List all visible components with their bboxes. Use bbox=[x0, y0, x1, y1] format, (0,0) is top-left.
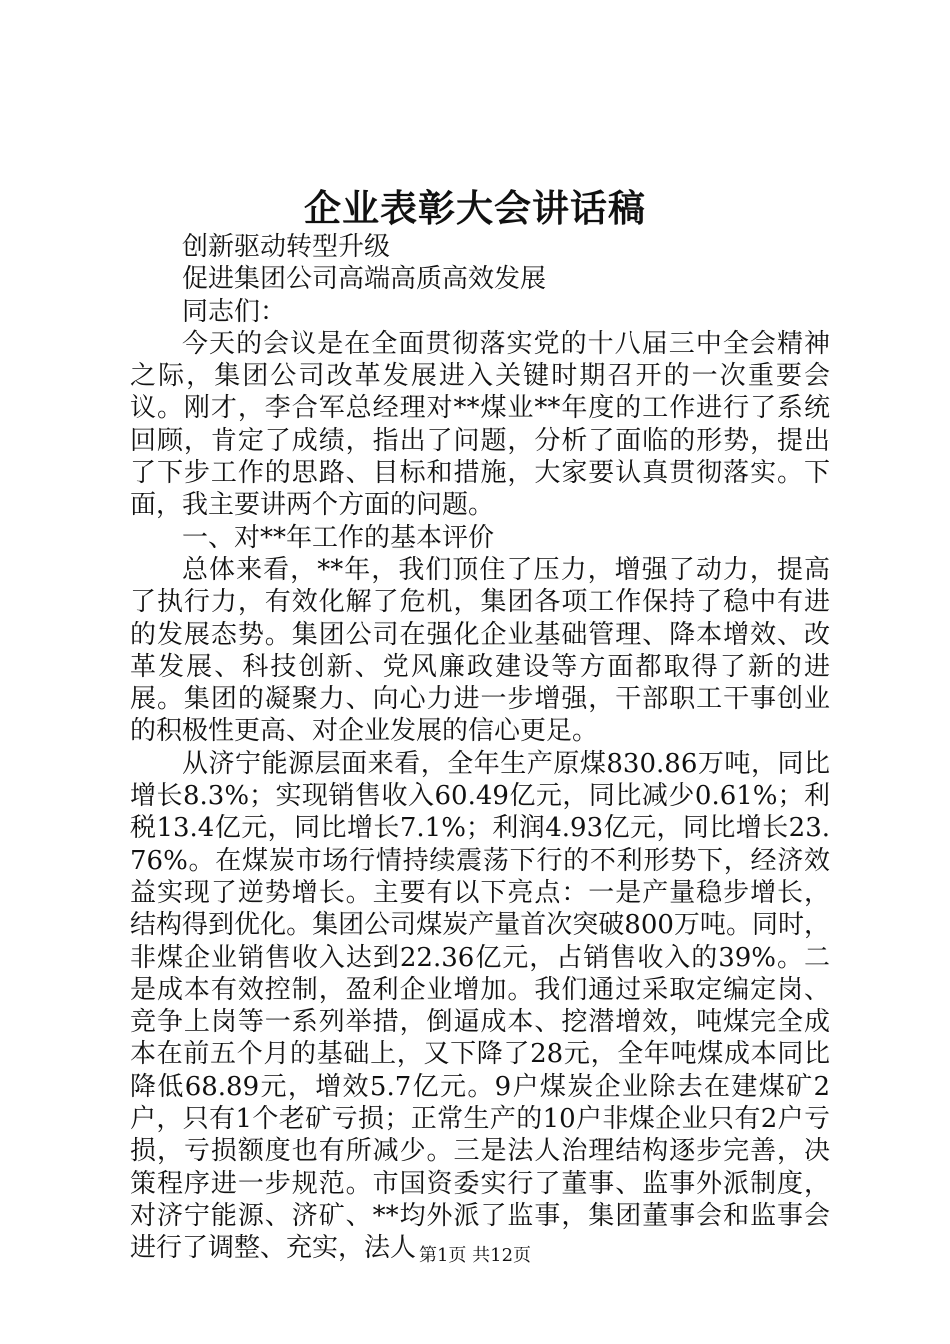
page-number-footer: 第1页 共12页 bbox=[418, 1245, 532, 1266]
salutation: 同志们： bbox=[182, 296, 287, 327]
subtitle-line-2: 促进集团公司高端高质高效发展 bbox=[182, 264, 547, 295]
section-heading-1: 一、对**年工作的基本评价 bbox=[182, 522, 495, 553]
document-title: 企业表彰大会讲话稿 bbox=[304, 186, 646, 230]
document-body bbox=[130, 231, 830, 1265]
paragraph-results: 从济宁能源层面来看，全年生产原煤830.86万吨，同比增长8.3%；实现销售收入60.49亿元，同比减少0.61%；利税13.4亿元，同比增长7.1%；利润4.93亿元，同比增长23.76%。在煤炭市场行情持续震荡下行的不利形势下，经济效益实现了逆势增长。主要有以下亮点：一是产量稳步增长，结构得到优化。集团公司煤炭产量首次突破800万吨。同时，非煤企业销售收入达到22.36亿元，占销售收入的39%。二是成本有效控制，盈利企业增加。我们通过采取定编定岗、竞争上岗等一系列举措，倒逼成本、挖潜增效，吨煤完全成本在前五个月的基础上，又下降了28元，全年吨煤成本同比降低68.89元，增效5.7亿元。9户煤炭企业除去在建煤矿2户，只有1个老矿亏损；正常生产的10户非煤企业只有2户亏损，亏损额度也有所减少。三是法人治理结构逐步完善，决策程序进一步规范。市国资委实行了董事、监事外派制度，对济宁能源、济矿、**均外派了监事，集团董事会和监事会进行了调整、充实，法人 bbox=[130, 748, 830, 1264]
paragraph-intro: 今天的会议是在全面贯彻落实党的十八届三中全会精神之际，集团公司改革发展进入关键时期召开的一次重要会议。刚才，李合军总经理对**煤业**年度的工作进行了系统回顾，肯定了成绩，指出了问题，分析了面临的形势，提出了下步工作的思路、目标和措施，大家要认真贯彻落实。下面，我主要讲两个方面的问题。 bbox=[130, 328, 830, 521]
subtitle-line-1: 创新驱动转型升级 bbox=[182, 232, 391, 262]
paragraph-overview: 总体来看，**年，我们顶住了压力，增强了动力，提高了执行力，有效化解了危机，集团各项工作保持了稳中有进的发展态势。集团公司在强化企业基础管理、降本增效、改革发展、科技创新、党风廉政建设等方面都取得了新的进展。集团的凝聚力、向心力进一步增强，干部职工干事创业的积极性更高、对企业发展的信心更足。 bbox=[130, 554, 830, 747]
